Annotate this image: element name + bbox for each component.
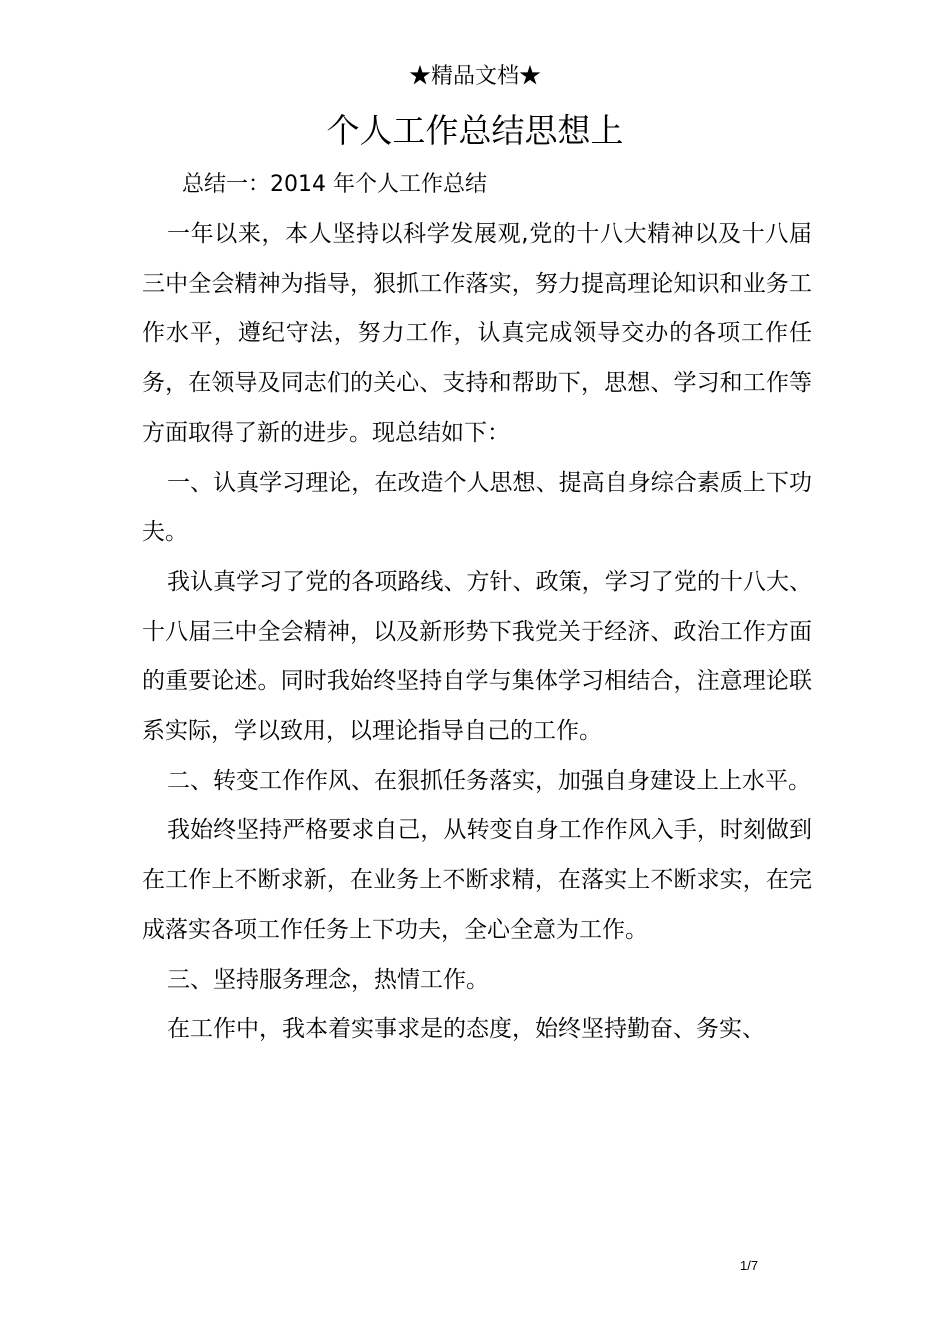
section-heading-3: 三、坚持服务理念，热情工作。 <box>167 966 489 993</box>
paragraph-intro: 一年以来，本人坚持以科学发展观,党的十八大精神以及十八届三中全会精神为指导，狠抓工作落实，努力提高理论知识和业务工作水平，遵纪守法，努力工作，认真完成领导交办的各项工作任务，在领导及同志们的关心、支持和帮助下，思想、学习和工作等方面取得了新的进步。现总结如下： <box>142 221 812 446</box>
document-subtitle: 总结一：2014 年个人工作总结 <box>182 172 487 197</box>
paragraph-section-2: 我始终坚持严格要求自己，从转变自身工作作风入手，时刻做到在工作上不断求新，在业务上不断求精，在落实上不断求实，在完成落实各项工作任务上下功夫，全心全意为工作。 <box>142 817 812 943</box>
page-number: 1/7 <box>740 1258 759 1273</box>
document-title: 个人工作总结思想上 <box>326 111 624 150</box>
header-banner: ★精品文档★ <box>408 64 541 89</box>
section-heading-2: 二、转变工作作风、在狠抓任务落实，加强自身建设上上水平。 <box>167 767 811 794</box>
paragraph-section-3: 在工作中，我本着实事求是的态度，始终坚持勤奋、务实、 <box>167 1016 765 1043</box>
document-body <box>142 210 812 1055</box>
section-heading-1: 一、认真学习理论，在改造个人思想、提高自身综合素质上下功夫。 <box>142 469 812 546</box>
paragraph-section-1: 我认真学习了党的各项路线、方针、政策，学习了党的十八大、十八届三中全会精神，以及新形势下我党关于经济、政治工作方面的重要论述。同时我始终坚持自学与集体学习相结合，注意理论联系实际，学以致用，以理论指导自己的工作。 <box>142 568 812 745</box>
